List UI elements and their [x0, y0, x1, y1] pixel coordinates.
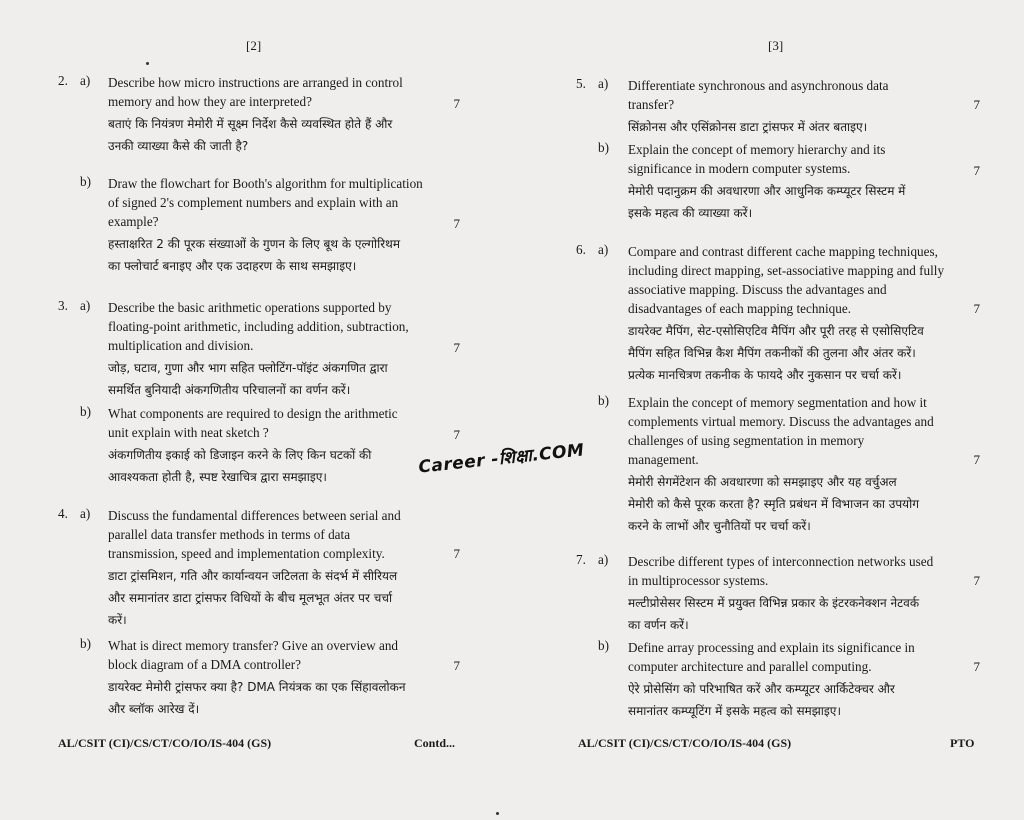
- question-text-hi: बताएं कि नियंत्रण मेमोरी में सूक्ष्म निर्देश कैसे व्यवस्थित होते हैं और उनकी व्याख्या कैसे की जाती है?: [108, 117, 393, 153]
- question-text-hi: ऐरे प्रोसेसिंग को परिभाषित करें और कम्प्यूटर आर्किटेक्चर और समानांतर कम्प्यूटिंग में इसके महत्व को समझाइए।: [628, 682, 895, 718]
- part-label: a): [598, 552, 609, 567]
- question-text-hi: डायरेक्ट मैपिंग, सेट-एसोसिएटिव मैपिंग और पूरी तरह से एसोसिएटिव मैपिंग सहित विभिन्न कैश मैपिंग तकनीकों की तुलना और अंतर करें। प्रत्येक मानचित्रण तकनीक के फायदे और नुकसान पर चर्चा करें।: [628, 324, 924, 382]
- question-2a: [108, 73, 460, 157]
- question-7b: [628, 638, 980, 722]
- question-7a: [628, 552, 980, 636]
- question-text-hi: मेमोरी सेगमेंटेशन की अवधारणा को समझाइए और यह वर्चुअल मेमोरी को कैसे पूरक करता है? स्मृति प्रबंधन में विभाजन का उपयोग करने के लाभों और चुनौतियों पर चर्चा करें।: [628, 475, 919, 533]
- part-label: a): [598, 76, 609, 91]
- footer-code: AL/CSIT (CI)/CS/CT/CO/IO/IS-404 (GS): [578, 736, 792, 750]
- question-text-en: Differentiate synchronous and asynchronous data transfer?: [628, 78, 889, 112]
- question-text-en: Describe different types of interconnection networks used in multiprocessor systems.: [628, 554, 934, 588]
- question-number: 4.: [58, 506, 68, 521]
- footer-note: Contd...: [414, 736, 456, 750]
- part-label: a): [80, 298, 91, 313]
- question-text-en: Compare and contrast different cache mapping techniques, including direct mapping, set-associative mapping and fully associative mapping. Discuss the advantages and disadvantages of each mapping technique.: [628, 244, 945, 316]
- speck: [496, 812, 499, 815]
- footer-note: PTO: [950, 736, 975, 750]
- question-text-en: Describe how micro instructions are arranged in control memory and how they are interpreted?: [108, 75, 403, 109]
- marks: 7: [453, 658, 460, 673]
- part-label: a): [80, 73, 91, 88]
- watermark-logo: Career -शिक्षा.COM: [417, 440, 586, 478]
- page-number: [3]: [768, 38, 784, 53]
- question-number: 5.: [576, 76, 586, 91]
- marks: 7: [973, 97, 980, 112]
- marks: 7: [453, 427, 460, 442]
- question-2b: [108, 174, 460, 277]
- question-text-hi: सिंक्रोनस और एसिंक्रोनस डाटा ट्रांसफर में अंतर बताइए।: [628, 120, 868, 134]
- question-5a: [628, 76, 980, 138]
- question-text-en: Define array processing and explain its significance in computer architecture and parallel computing.: [628, 640, 915, 674]
- question-text-en: What is direct memory transfer? Give an overview and block diagram of a DMA controller?: [108, 638, 399, 672]
- part-label: b): [80, 636, 91, 651]
- footer-code: AL/CSIT (CI)/CS/CT/CO/IO/IS-404 (GS): [58, 736, 272, 750]
- question-3a: [108, 298, 460, 401]
- question-6b: [628, 393, 980, 537]
- marks: 7: [973, 301, 980, 316]
- question-5b: [628, 140, 980, 224]
- marks: 7: [453, 216, 460, 231]
- question-text-hi: डाटा ट्रांसमिशन, गति और कार्यान्वयन जटिलता के संदर्भ में सीरियल और समानांतर डाटा ट्रांसफर विधियों के बीच मूलभूत अंतर पर चर्चा करें।: [108, 569, 398, 627]
- question-text-hi: जोड़, घटाव, गुणा और भाग सहित फ्लोटिंग-पॉइंट अंकगणित द्वारा समर्थित बुनियादी अंकगणितीय परिचालनों का वर्णन करें।: [108, 361, 388, 397]
- part-label: a): [80, 506, 91, 521]
- marks: 7: [453, 96, 460, 111]
- question-text-hi: मल्टीप्रोसेसर सिस्टम में प्रयुक्त विभिन्न प्रकार के इंटरकनेक्शन नेटवर्क का वर्णन करें।: [628, 596, 920, 632]
- marks: 7: [973, 163, 980, 178]
- question-number: 6.: [576, 242, 586, 257]
- marks: 7: [453, 546, 460, 561]
- question-text-en: What components are required to design the arithmetic unit explain with neat sketch ?: [108, 406, 398, 440]
- question-text-en: Explain the concept of memory hierarchy and its significance in modern computer systems.: [628, 142, 886, 176]
- part-label: b): [80, 404, 91, 419]
- part-label: b): [80, 174, 91, 189]
- page-number: [2]: [246, 38, 262, 53]
- marks: 7: [453, 340, 460, 355]
- speck: [146, 62, 149, 65]
- question-text-hi: हस्ताक्षरित 2 की पूरक संख्याओं के गुणन के लिए बूथ के एल्गोरिथम का फ्लोचार्ट बनाइए और एक उदाहरण के साथ समझाइए।: [108, 237, 400, 273]
- part-label: a): [598, 242, 609, 257]
- question-4a: [108, 506, 460, 631]
- question-text-en: Draw the flowchart for Booth's algorithm for multiplication of signed 2's complement numbers and explain with an example?: [108, 176, 423, 229]
- question-number: 7.: [576, 552, 586, 567]
- question-number: 3.: [58, 298, 68, 313]
- question-text-en: Explain the concept of memory segmentation and how it complements virtual memory. Discuss the advantages and challenges of using segmentation in memory management.: [628, 395, 934, 467]
- part-label: b): [598, 393, 609, 408]
- question-text-en: Discuss the fundamental differences between serial and parallel data transfer methods in terms of data transmission, speed and implementation complexity.: [108, 508, 401, 561]
- question-text-hi: अंकगणितीय इकाई को डिजाइन करने के लिए किन घटकों की आवश्यकता होती है, स्पष्ट रेखाचित्र द्वारा समझाइए।: [108, 448, 372, 484]
- marks: 7: [973, 659, 980, 674]
- part-label: b): [598, 638, 609, 653]
- question-text-en: Describe the basic arithmetic operations supported by floating-point arithmetic, including addition, subtraction, multiplication and division.: [108, 300, 409, 353]
- question-number: 2.: [58, 73, 68, 88]
- question-3b: [108, 404, 460, 488]
- question-text-hi: डायरेक्ट मेमोरी ट्रांसफर क्या है? DMA नियंत्रक का एक सिंहावलोकन और ब्लॉक आरेख दें।: [108, 680, 406, 716]
- part-label: b): [598, 140, 609, 155]
- right-page: [512, 0, 1024, 820]
- marks: 7: [973, 452, 980, 467]
- marks: 7: [973, 573, 980, 588]
- question-4b: [108, 636, 460, 720]
- question-6a: [628, 242, 980, 386]
- question-text-hi: मेमोरी पदानुक्रम की अवधारणा और आधुनिक कम्प्यूटर सिस्टम में इसके महत्व की व्याख्या करें।: [628, 184, 906, 220]
